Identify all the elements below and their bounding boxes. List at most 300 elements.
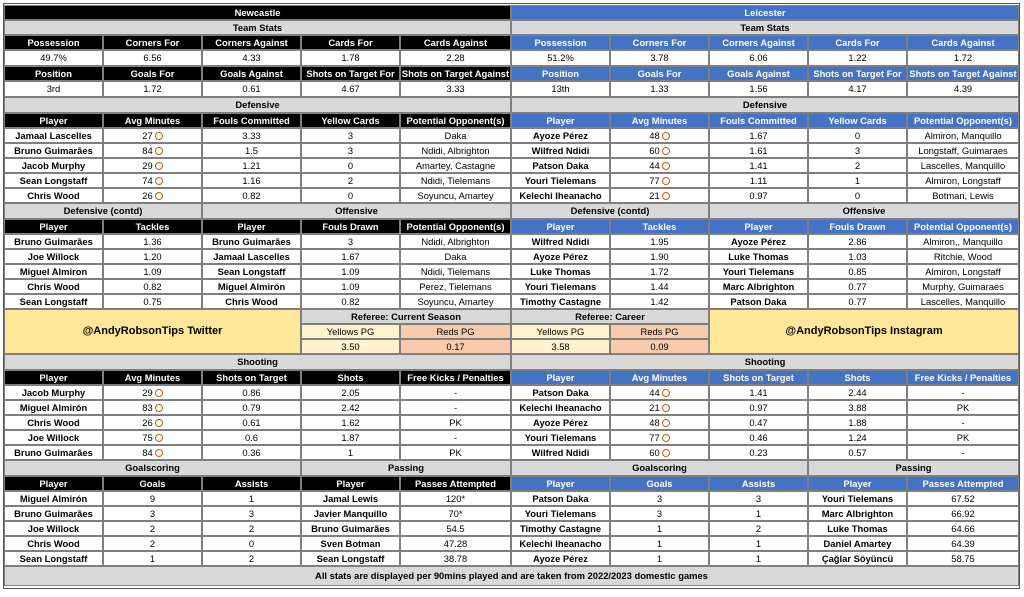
leicester-shooting-header: [511, 370, 610, 385]
leicester-passing-cell: [907, 491, 1019, 506]
newcastle-passing-title-text: Passing: [388, 462, 424, 474]
leicester-defensive-cell-text: Patson Daka: [532, 159, 589, 171]
leicester-stat-header: [709, 66, 808, 81]
newcastle-shooting-header: [400, 370, 511, 385]
leicester-goalscoring-cell-text: 1: [755, 552, 762, 564]
newcastle-stat-value-text: 6.56: [143, 52, 162, 64]
leicester-offensive-cell: [709, 249, 808, 264]
leicester-shooting-title-text: Shooting: [744, 356, 786, 368]
stopwatch-icon: [662, 449, 670, 457]
leicester-shooting-cell: [808, 385, 907, 400]
stopwatch-icon: [155, 389, 163, 397]
leicester-shooting-header-text: Shots on Target: [723, 371, 794, 383]
leicester-tackles-cell: [511, 279, 610, 294]
newcastle-shooting-cell: [103, 400, 202, 415]
leicester-shooting-header-text: Avg Minutes: [631, 371, 688, 383]
leicester-defensive-header: [511, 113, 610, 128]
leicester-shooting-cell: [709, 445, 808, 460]
referee-current-yellows-text: 3.50: [341, 340, 360, 352]
leicester-defensive-cell-text: 0.97: [749, 189, 768, 201]
leicester-stat-header-text: Position: [542, 67, 579, 79]
stopwatch-icon: [155, 177, 163, 185]
leicester-tackles-cell-text: Youri Tielemans: [524, 280, 597, 292]
leicester-passing-title: [808, 460, 1019, 476]
newcastle-stat-value: [103, 81, 202, 97]
newcastle-tackles-cell: [103, 294, 202, 309]
newcastle-stat-header-text: Shots on Target Against: [401, 67, 510, 79]
leicester-offensive-header-text: Player: [744, 220, 773, 232]
leicester-team-title-text: Leicester: [744, 6, 786, 18]
leicester-offensive-cell: [907, 294, 1019, 309]
newcastle-goalscoring-header-text: Player: [39, 477, 68, 489]
stats-sheet: [4, 4, 1019, 588]
leicester-goalscoring-header-text: Assists: [741, 477, 776, 489]
referee-career-title: [511, 309, 709, 324]
newcastle-tackles-cell-text: Miguel Almiron: [19, 265, 88, 277]
newcastle-shooting-header: [202, 370, 301, 385]
newcastle-shooting-title-text: Shooting: [237, 356, 278, 368]
leicester-offensive-cell: [907, 264, 1019, 279]
leicester-goalscoring-title: [511, 460, 808, 476]
leicester-defensive-cell: [808, 158, 907, 173]
leicester-stat-value: [709, 81, 808, 97]
newcastle-shooting-cell-text: 2.05: [341, 386, 360, 398]
newcastle-goalscoring-header: [4, 476, 103, 491]
leicester-shooting-cell: [709, 400, 808, 415]
newcastle-offensive-cell-text: Miguel Almirón: [217, 280, 286, 292]
newcastle-offensive-cell: [202, 234, 301, 249]
newcastle-shooting-cell: [103, 430, 202, 445]
leicester-stat-header: [709, 35, 808, 50]
leicester-goalscoring-cell-text: Youri Tielemans: [524, 507, 597, 519]
leicester-offensive-cell-text: Patson Daka: [730, 295, 787, 307]
newcastle-shooting-cell: [103, 415, 202, 430]
leicester-goalscoring-cell-text: Ayoze Pérez: [533, 552, 588, 564]
leicester-defensive-header-text: Fouls Committed: [720, 114, 797, 126]
newcastle-offensive-cell: [202, 264, 301, 279]
leicester-passing-cell-text: Çağlar Söyüncü: [821, 552, 894, 564]
leicester-tackles-cell-text: 1.72: [650, 265, 669, 277]
newcastle-goalscoring-cell: [4, 551, 103, 566]
newcastle-defensive-cell-text: Jacob Murphy: [21, 159, 86, 171]
newcastle-shooting-header: [103, 370, 202, 385]
leicester-shooting-cell: [907, 385, 1019, 400]
leicester-stat-header: [610, 35, 709, 50]
leicester-stat-value: [907, 81, 1019, 97]
newcastle-shooting-cell-text: 1: [347, 446, 354, 458]
leicester-shooting-cell: [610, 445, 709, 460]
footer-note: [4, 566, 1019, 586]
newcastle-defensive-header-text: Potential Opponent(s): [406, 114, 505, 126]
newcastle-defensive-cell-text: 0: [347, 189, 354, 201]
newcastle-shooting-cell: [400, 430, 511, 445]
newcastle-offensive-cell-text: 1.67: [341, 250, 360, 262]
leicester-tackles-cell-text: 1.95: [650, 235, 669, 247]
instagram-handle: [709, 309, 1019, 354]
leicester-passing-header: [907, 476, 1019, 491]
leicester-stat-value-text: 1.22: [848, 52, 867, 64]
leicester-stat-value: [808, 50, 907, 66]
newcastle-stat-header-text: Goals For: [130, 67, 175, 79]
newcastle-stat-value-text: 1.78: [341, 52, 360, 64]
leicester-defensive-cell-text: 0: [854, 129, 861, 141]
leicester-shooting-header-text: Shots: [844, 371, 871, 383]
leicester-passing-cell-text: Marc Albrighton: [821, 507, 894, 519]
leicester-passing-cell-text: 66.92: [951, 507, 975, 519]
leicester-shooting-cell-text: PK: [956, 431, 970, 443]
leicester-tackles-header-text: Player: [546, 220, 575, 232]
leicester-defensive-cell: [808, 143, 907, 158]
leicester-tackles-cell: [610, 249, 709, 264]
leicester-shooting-cell: [808, 400, 907, 415]
leicester-stat-value-text: 6.06: [749, 52, 768, 64]
leicester-defensive-header-text: Player: [546, 114, 575, 126]
leicester-stat-header-text: Goals For: [637, 67, 682, 79]
leicester-goalscoring-header: [709, 476, 808, 491]
newcastle-tackles-cell-text: 0.75: [143, 295, 162, 307]
leicester-defensive-cell: [709, 188, 808, 203]
newcastle-stat-header-text: Cards Against: [423, 36, 488, 48]
newcastle-goalscoring-cell-text: 0: [248, 537, 255, 549]
newcastle-passing-title: [301, 460, 511, 476]
leicester-shooting-cell: [610, 430, 709, 445]
leicester-passing-cell: [808, 491, 907, 506]
leicester-defensive-cell: [709, 128, 808, 143]
newcastle-stat-value: [103, 50, 202, 66]
newcastle-offensive-cell-text: Ndidi, Albrighton: [421, 235, 490, 247]
leicester-defensive-cell-text: Youri Tielemans: [524, 174, 597, 186]
newcastle-defensive-cell-text: 1.21: [242, 159, 261, 171]
leicester-defensive-cell: [610, 188, 709, 203]
leicester-shooting-cell-text: Patson Daka: [532, 386, 589, 398]
newcastle-shooting-cell: [4, 445, 103, 460]
leicester-offensive-cell-text: Murphy, Guimaraes: [922, 280, 1004, 292]
newcastle-shooting-header-text: Player: [39, 371, 68, 383]
newcastle-team-title-text: Newcastle: [234, 6, 281, 18]
newcastle-defensive-cell: [4, 188, 103, 203]
newcastle-stat-header: [4, 66, 103, 81]
leicester-goalscoring-header-text: Player: [546, 477, 575, 489]
leicester-shooting-cell: [610, 385, 709, 400]
newcastle-offensive-cell: [400, 279, 511, 294]
newcastle-shooting-cell-text: 2.42: [341, 401, 360, 413]
newcastle-tackles-cell: [4, 264, 103, 279]
newcastle-goalscoring-cell: [202, 491, 301, 506]
leicester-shooting-cell: [511, 385, 610, 400]
newcastle-shooting-cell: [202, 415, 301, 430]
stopwatch-icon: [155, 419, 163, 427]
leicester-tackles-cell: [511, 294, 610, 309]
leicester-goalscoring-cell: [511, 551, 610, 566]
stopwatch-icon: [155, 404, 163, 412]
newcastle-defensive-cell: [301, 143, 400, 158]
leicester-shooting-cell: [511, 415, 610, 430]
leicester-defensive-cell-text: 77: [649, 174, 660, 186]
newcastle-passing-cell-text: Javier Manquillo: [313, 507, 388, 519]
newcastle-goalscoring-cell-text: 3: [149, 507, 156, 519]
leicester-goalscoring-cell-text: 3: [656, 492, 663, 504]
newcastle-shooting-cell-text: -: [453, 401, 458, 413]
newcastle-stat-value: [4, 81, 103, 97]
leicester-tackles-cell: [610, 279, 709, 294]
newcastle-stat-value-text: 3rd: [46, 83, 61, 95]
newcastle-goalscoring-cell-text: 2: [248, 522, 255, 534]
newcastle-shooting-cell: [400, 445, 511, 460]
leicester-shooting-cell: [709, 415, 808, 430]
newcastle-goalscoring-cell: [103, 521, 202, 536]
leicester-defensive-cell: [907, 158, 1019, 173]
newcastle-goalscoring-header: [103, 476, 202, 491]
newcastle-goalscoring-cell: [4, 491, 103, 506]
leicester-tackles-cell: [610, 294, 709, 309]
newcastle-passing-cell: [301, 521, 400, 536]
newcastle-passing-cell-text: Sven Botman: [320, 537, 381, 549]
leicester-stat-header-text: Corners For: [632, 36, 687, 48]
newcastle-offensive-cell: [301, 294, 400, 309]
newcastle-tackles-cell: [103, 234, 202, 249]
leicester-shooting-cell-text: 0.47: [749, 416, 768, 428]
newcastle-defensive-cell-text: Soyuncu, Amartey: [417, 189, 494, 201]
referee-career-yellows-text: 3.58: [551, 340, 570, 352]
leicester-goalscoring-cell: [610, 536, 709, 551]
leicester-goalscoring-cell: [709, 506, 808, 521]
newcastle-offensive-cell: [301, 249, 400, 264]
newcastle-offensive-cell-text: 1.09: [341, 280, 360, 292]
leicester-shooting-cell-text: Youri Tielemans: [524, 431, 597, 443]
newcastle-tackles-header-text: Player: [39, 220, 68, 232]
leicester-stat-header: [907, 66, 1019, 81]
leicester-stat-header-text: Cards Against: [931, 36, 995, 48]
leicester-passing-cell-text: Luke Thomas: [827, 522, 888, 534]
newcastle-offensive-header-text: Potential Opponent(s): [406, 220, 505, 232]
newcastle-tackles-cell: [4, 234, 103, 249]
newcastle-defensive-cell: [4, 143, 103, 158]
leicester-tackles-cell-text: Wilfred Ndidi: [531, 235, 590, 247]
referee-current-title: [301, 309, 511, 324]
leicester-passing-cell: [907, 506, 1019, 521]
newcastle-goalscoring-cell: [202, 521, 301, 536]
newcastle-passing-header-text: Passes Attempted: [415, 477, 496, 489]
newcastle-defensive-header: [301, 113, 400, 128]
newcastle-goalscoring-title-text: Goalscoring: [125, 462, 180, 474]
leicester-stat-value: [511, 81, 610, 97]
leicester-tackles-cell-text: Timothy Castagne: [519, 295, 602, 307]
leicester-offensive-title: [709, 203, 1019, 219]
newcastle-shooting-header-text: Free Kicks / Penalties: [407, 371, 504, 383]
stopwatch-icon: [662, 389, 670, 397]
newcastle-defensive-cell: [400, 143, 511, 158]
leicester-defensive-cell: [907, 143, 1019, 158]
newcastle-offensive-cell-text: 3: [347, 235, 354, 247]
newcastle-stat-value-text: 4.67: [341, 83, 360, 95]
leicester-shooting-cell: [808, 445, 907, 460]
newcastle-offensive-cell: [400, 294, 511, 309]
newcastle-defensive-cell-text: 74: [142, 174, 153, 186]
stopwatch-icon: [662, 192, 670, 200]
newcastle-offensive-cell-text: Perez, Tielemans: [419, 280, 492, 292]
newcastle-defensive-cell-text: 27: [142, 129, 153, 141]
newcastle-passing-cell: [400, 491, 511, 506]
newcastle-stat-header: [103, 35, 202, 50]
leicester-stat-value-text: 1.33: [650, 83, 669, 95]
newcastle-offensive-cell: [301, 279, 400, 294]
leicester-passing-cell-text: 58.75: [951, 552, 975, 564]
referee-career-header: [610, 324, 709, 339]
newcastle-shooting-cell: [400, 400, 511, 415]
newcastle-shooting-title: [4, 354, 511, 370]
newcastle-shooting-cell-text: 1.87: [341, 431, 360, 443]
newcastle-passing-header: [400, 476, 511, 491]
newcastle-goalscoring-cell: [202, 506, 301, 521]
leicester-defensive-title-text: Defensive: [742, 99, 788, 111]
stopwatch-icon: [155, 434, 163, 442]
newcastle-offensive-header: [202, 219, 301, 234]
newcastle-shooting-cell-text: -: [453, 386, 458, 398]
referee-current-reds: [400, 339, 511, 354]
newcastle-offensive-cell: [301, 264, 400, 279]
twitter-handle-text: @AndyRobsonTips Twitter: [82, 325, 223, 337]
stopwatch-icon: [662, 177, 670, 185]
leicester-defensive-cell-text: Kelechi Iheanacho: [519, 189, 602, 201]
newcastle-defensive-cell: [400, 188, 511, 203]
leicester-defensive-cell: [610, 128, 709, 143]
stopwatch-icon: [155, 132, 163, 140]
leicester-stat-value-text: 4.39: [953, 83, 973, 95]
leicester-offensive-cell-text: Luke Thomas: [728, 250, 789, 262]
leicester-goalscoring-cell: [511, 521, 610, 536]
newcastle-offensive-cell: [400, 249, 511, 264]
newcastle-shooting-cell: [301, 445, 400, 460]
leicester-defensive-cell: [511, 128, 610, 143]
newcastle-tackles-cell-text: 1.36: [143, 235, 162, 247]
newcastle-defensive-cell: [202, 143, 301, 158]
newcastle-defensive-cell: [202, 173, 301, 188]
newcastle-shooting-cell: [4, 430, 103, 445]
leicester-offensive-cell-text: Marc Albrighton: [722, 280, 795, 292]
leicester-shooting-cell-text: 2.44: [848, 386, 867, 398]
leicester-shooting-header: [610, 370, 709, 385]
newcastle-tackles-header: [4, 219, 103, 234]
newcastle-passing-cell-text: 70*: [448, 507, 463, 519]
leicester-stat-value: [610, 81, 709, 97]
newcastle-offensive-title: [202, 203, 511, 219]
newcastle-goalscoring-cell-text: 2: [149, 522, 156, 534]
leicester-defensive-header-text: Yellow Cards: [828, 114, 887, 126]
newcastle-defensive-cell: [4, 128, 103, 143]
leicester-stat-header: [610, 66, 709, 81]
leicester-passing-cell-text: Youri Tielemans: [821, 492, 894, 504]
leicester-shooting-cell-text: 0.23: [749, 446, 768, 458]
newcastle-stat-header-text: Position: [35, 67, 72, 79]
leicester-stat-header: [808, 66, 907, 81]
newcastle-stat-value: [400, 81, 511, 97]
newcastle-defensive-cell: [103, 143, 202, 158]
newcastle-tackles-cell: [4, 279, 103, 294]
newcastle-defensive-cell-text: Chris Wood: [27, 189, 80, 201]
leicester-goalscoring-cell-text: Kelechi Iheanacho: [519, 537, 602, 549]
newcastle-shooting-cell: [400, 385, 511, 400]
leicester-defensive-header: [808, 113, 907, 128]
referee-current-header: [400, 324, 511, 339]
leicester-goalscoring-cell: [610, 506, 709, 521]
referee-career-header-text: Reds PG: [640, 325, 679, 337]
leicester-defensive-header-text: Avg Minutes: [631, 114, 688, 126]
newcastle-shooting-cell-text: 0.61: [242, 416, 261, 428]
newcastle-tackles-cell: [103, 249, 202, 264]
newcastle-offensive-cell: [301, 234, 400, 249]
leicester-goalscoring-cell: [709, 521, 808, 536]
newcastle-shooting-cell-text: 0.86: [242, 386, 261, 398]
newcastle-shooting-cell-text: 1.62: [341, 416, 360, 428]
leicester-shooting-cell: [808, 430, 907, 445]
leicester-shooting-title: [511, 354, 1019, 370]
newcastle-stat-header: [301, 35, 400, 50]
newcastle-stat-value-text: 1.72: [143, 83, 162, 95]
newcastle-stat-header-text: Shots on Target For: [306, 67, 395, 79]
newcastle-tackles-cell: [4, 294, 103, 309]
leicester-shooting-header: [808, 370, 907, 385]
leicester-shooting-header: [907, 370, 1019, 385]
newcastle-defensive-header: [103, 113, 202, 128]
newcastle-goalscoring-cell: [202, 536, 301, 551]
referee-current-header-text: Yellows PG: [326, 325, 375, 337]
newcastle-defensive-cell-text: 1.16: [242, 174, 261, 186]
leicester-defensive-cell-text: Almiron, Longstaff: [925, 174, 1001, 186]
newcastle-defensive-cell-text: 29: [142, 159, 153, 171]
newcastle-defensive-cell: [301, 173, 400, 188]
stopwatch-icon: [662, 434, 670, 442]
newcastle-shooting-cell: [202, 445, 301, 460]
newcastle-shooting-cell: [202, 385, 301, 400]
leicester-offensive-header-text: Fouls Drawn: [829, 220, 886, 232]
leicester-defensive-header: [709, 113, 808, 128]
newcastle-shooting-cell-text: -: [453, 431, 458, 443]
newcastle-shooting-cell-text: 0.79: [242, 401, 261, 413]
newcastle-passing-header: [301, 476, 400, 491]
newcastle-team-stats-title: [4, 20, 511, 35]
newcastle-tackles-cell: [103, 264, 202, 279]
newcastle-goalscoring-header-text: Goals: [139, 477, 166, 489]
newcastle-stat-value-text: 3.33: [446, 83, 465, 95]
newcastle-passing-cell: [400, 551, 511, 566]
newcastle-shooting-cell: [301, 415, 400, 430]
leicester-shooting-cell-text: Wilfred Ndidi: [531, 446, 590, 458]
newcastle-stat-value: [301, 81, 400, 97]
leicester-goalscoring-header-text: Goals: [646, 477, 673, 489]
leicester-passing-header-text: Player: [843, 477, 872, 489]
newcastle-shooting-cell-text: 75: [142, 431, 153, 443]
leicester-defensive-cell-text: Longstaff, Guimaraes: [918, 144, 1008, 156]
newcastle-offensive-title-text: Offensive: [335, 205, 378, 217]
leicester-shooting-cell-text: -: [961, 416, 965, 428]
leicester-offensive-header: [709, 219, 808, 234]
newcastle-defensive-cell-text: 84: [142, 144, 153, 156]
newcastle-defensive-cell: [400, 173, 511, 188]
newcastle-team-title: [4, 5, 511, 20]
leicester-shooting-cell-text: Ayoze Pérez: [533, 416, 588, 428]
newcastle-goalscoring-cell-text: 9: [149, 492, 156, 504]
newcastle-defensive-cell: [202, 128, 301, 143]
newcastle-defensive-header-text: Player: [39, 114, 68, 126]
newcastle-shooting-cell: [103, 445, 202, 460]
newcastle-goalscoring-cell-text: Sean Longstaff: [19, 552, 88, 564]
newcastle-stat-header: [400, 35, 511, 50]
leicester-passing-cell-text: 64.39: [951, 537, 975, 549]
leicester-defensive-contd-title-text: Defensive (contd): [570, 205, 650, 217]
leicester-team-stats-title: [511, 20, 1019, 35]
newcastle-goalscoring-cell: [103, 551, 202, 566]
newcastle-passing-cell-text: 54.5: [446, 522, 465, 534]
